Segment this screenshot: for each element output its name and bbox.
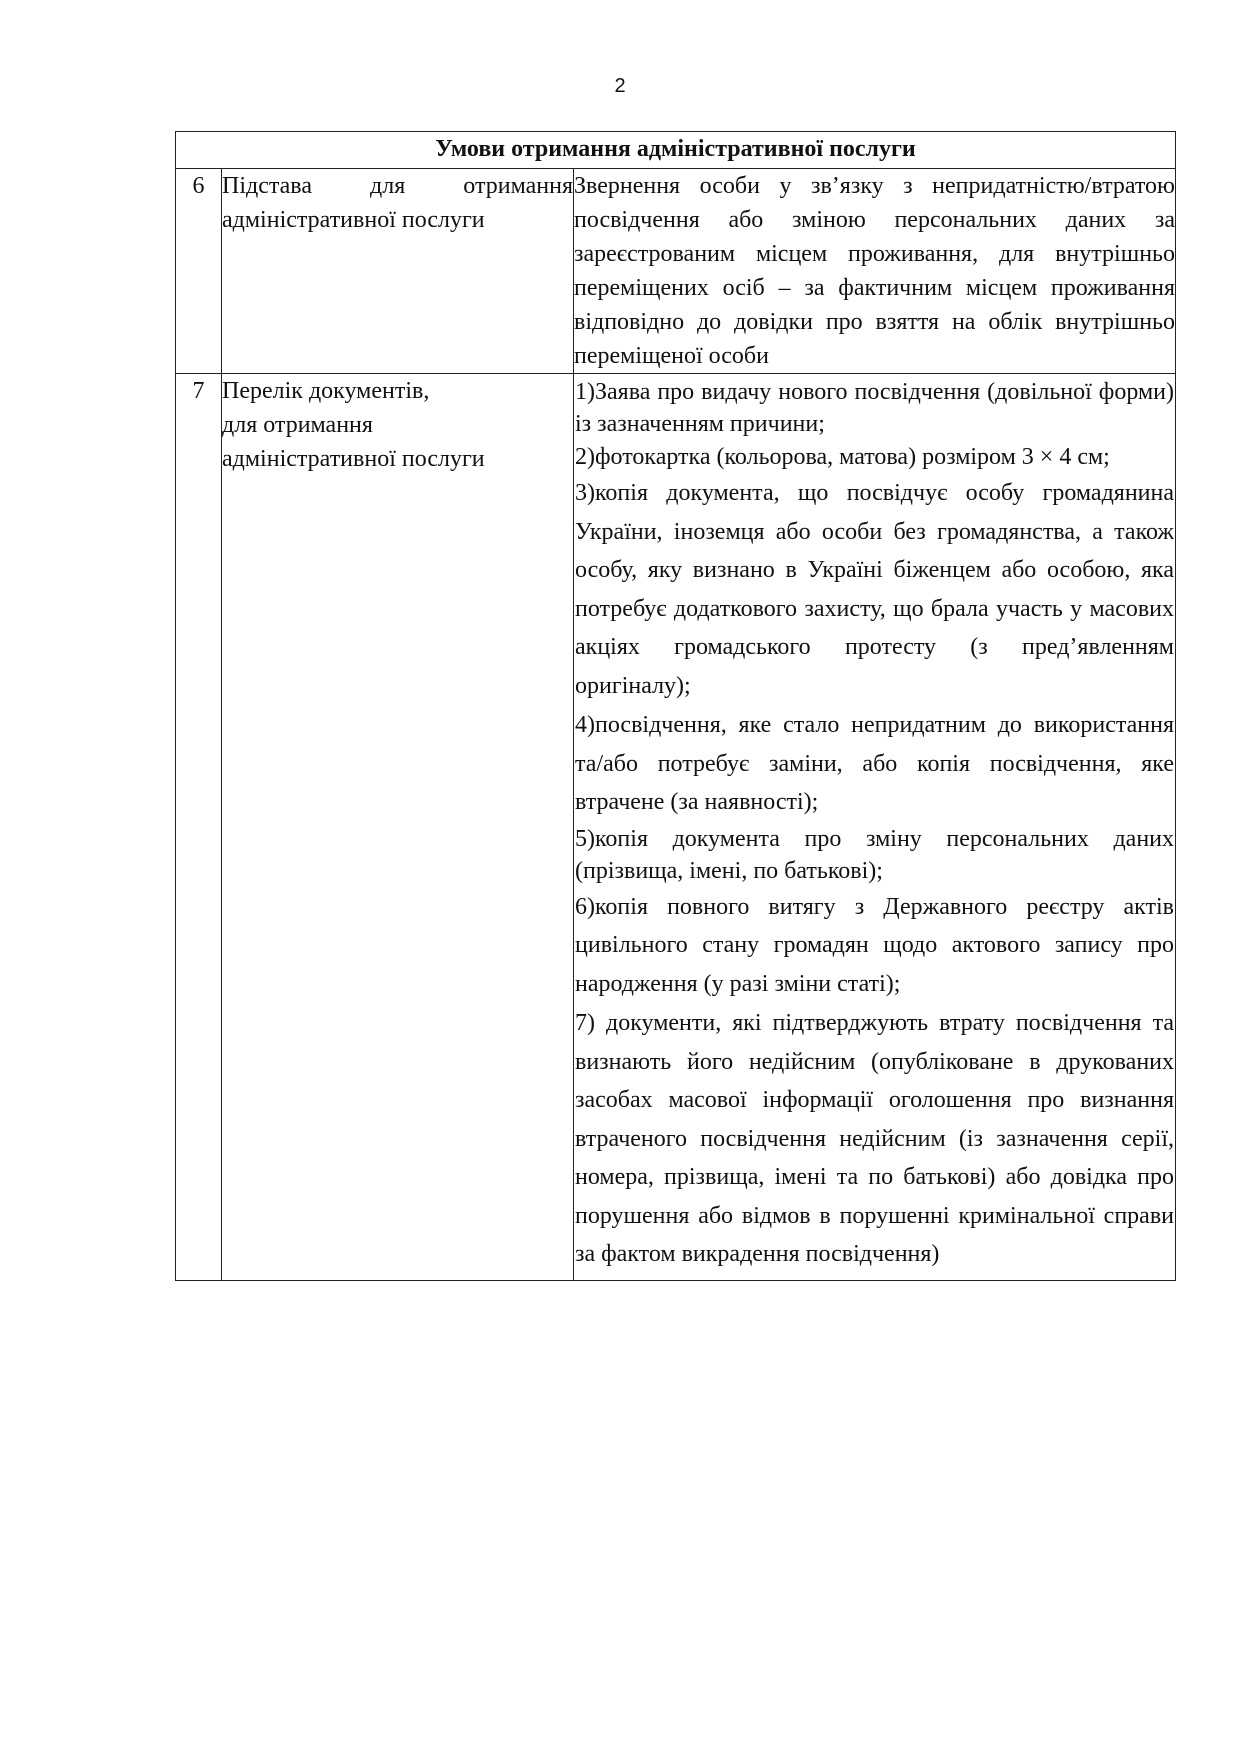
row-label-line: для отримання [222,412,373,438]
list-item: 4)посвідчення, яке стало непридатним до використання та/або потребує заміни, або копія посвідчення, яке втрачене (за наявності); [575,712,1174,815]
table-header: Умови отримання адміністративної послуги [176,132,1176,169]
row-number: 6 [176,169,222,374]
list-item: 3)копія документа, що посвідчує особу громадянина України, іноземця або особи без громадянства, а також особу, яку визнано в Україні біженцем або особою, яка потребує додаткового захисту, що брала участь у масових акціях громадського протесту (з пред’явленням оригіналу); [575,480,1174,699]
row-label-line: Перелік документів, [222,378,430,404]
list-item: 2)фотокартка (кольорова, матова) розміром 3 × 4 см; [575,444,1110,470]
table-row [176,374,1176,1281]
row-value-list [574,374,1176,1281]
row-label [222,374,574,1281]
row-label-line: адміністративної послуги [222,207,485,233]
list-item: 6)копія повного витягу з Державного реєстру актів цивільного стану громадян щодо актового запису про народження (у разі зміни статі); [575,893,1174,997]
row-label [222,169,574,374]
list-item: 1)Заява про видачу нового посвідчення (довільної форми) із зазначенням причини; [575,379,1174,437]
list-item: 5)копія документа про зміну персональних даних (прізвища, імені, по батькові); [575,825,1174,884]
row-number: 7 [176,374,222,1281]
table-header-row [176,132,1176,169]
service-conditions-table [175,131,1176,1281]
list-item: 7) документи, які підтверджують втрату посвідчення та визнають його недійсним (опубліковане в друкованих засобах масової інформації оголошення про визнання втраченого посвідчення недійсним (із зазначення серії, номера, прізвища, імені та по батькові) або довідка про порушення або відмов в порушенні кримінальної справи за фактом викрадення посвідчення) [575,1010,1174,1267]
row-value: Звернення особи у зв’язку з непридатністю/втратою посвідчення або зміною персональних даних за зареєстрованим місцем проживання, для внутрішньо переміщених осіб – за фактичним місцем проживання відповідно до довідки про взяття на облік внутрішньо переміщеної особи [574,169,1176,374]
row-label-line: адміністративної послуги [222,446,485,472]
row-label-line: Підстава для отримання [222,173,573,199]
table-row [176,169,1176,374]
page-number: 2 [614,75,626,97]
